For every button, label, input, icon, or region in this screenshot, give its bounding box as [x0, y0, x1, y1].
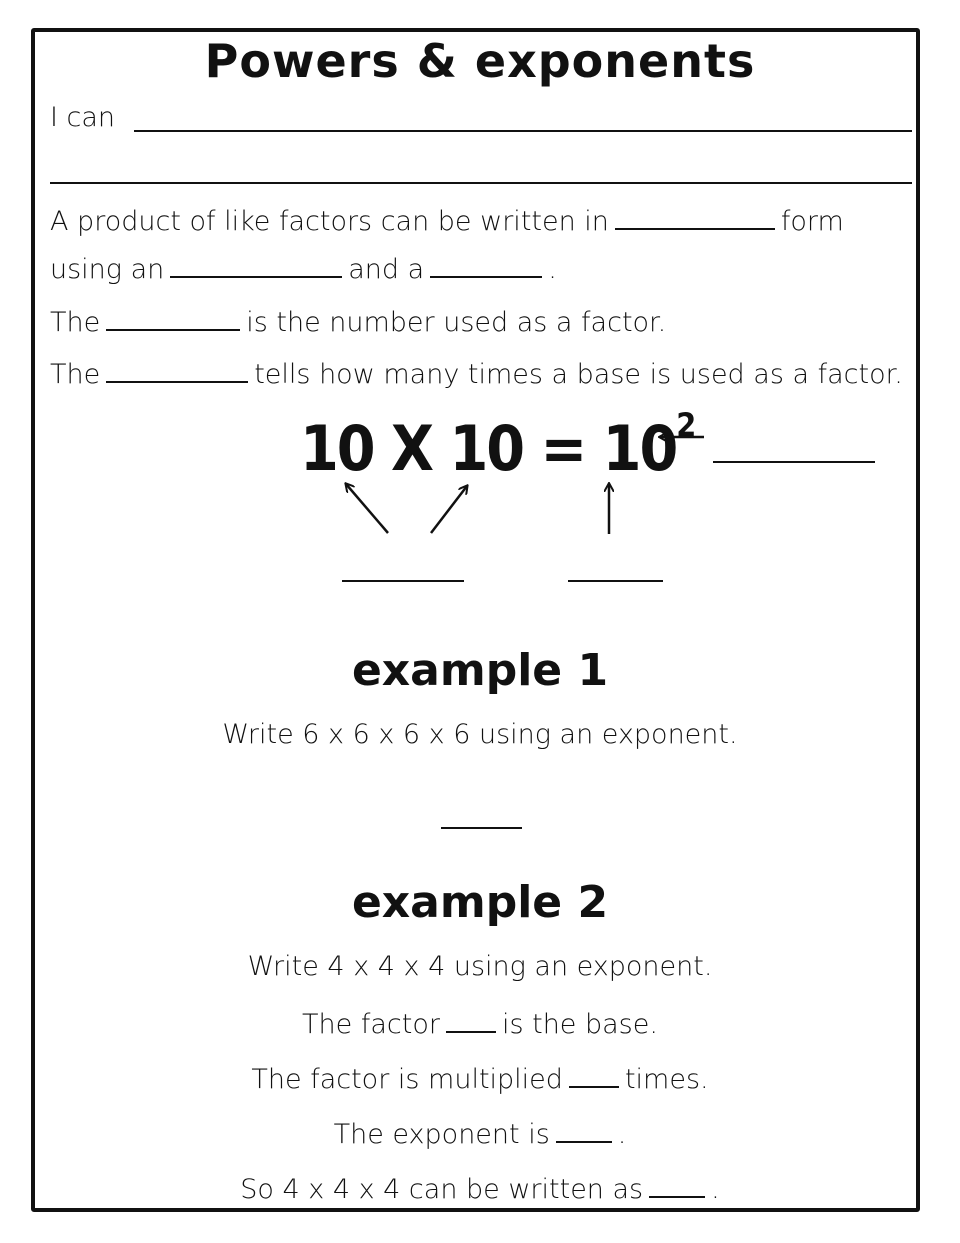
example-2-question-3 [0, 1119, 960, 1150]
example-2-heading: example 2 [351, 877, 609, 928]
example-1-prompt: Write 6 x 6 x 6 x 6 using an exponent. [222, 719, 738, 750]
question-text: . [617, 1119, 627, 1150]
arrow-icon [346, 484, 388, 533]
example-2-prompt: Write 4 x 4 x 4 using an exponent. [247, 951, 713, 982]
intro-text: using an [50, 254, 165, 285]
intro-text: tells how many times a base is used as a factor. [254, 359, 903, 390]
written-as-answer-blank[interactable] [649, 1196, 705, 1198]
example-1-answer-blank[interactable] [441, 827, 522, 829]
exponent-answer-blank[interactable] [556, 1141, 612, 1143]
times-answer-blank[interactable] [569, 1086, 619, 1088]
equation-factor-1: 10 [300, 412, 374, 485]
example-2-question-4 [0, 1174, 960, 1205]
question-text: So 4 x 4 x 4 can be written as [240, 1174, 644, 1205]
intro-text: and a [348, 254, 425, 285]
equation-factor-2: 10 [449, 412, 524, 485]
intro-text: The [50, 307, 101, 338]
arrow-icon [431, 486, 467, 533]
question-text: The factor [302, 1009, 440, 1040]
intro-text: form [780, 206, 844, 237]
i-can-label: I can [50, 102, 116, 133]
intro-text: . [548, 254, 557, 285]
question-text: The factor is multiplied [251, 1064, 563, 1095]
question-text: The exponent is [333, 1119, 550, 1150]
factors-label-blank[interactable] [342, 580, 464, 582]
question-text: times. [624, 1064, 709, 1095]
intro-text: is the number used as a factor. [246, 307, 667, 338]
question-text: . [711, 1174, 720, 1205]
page-title: Powers & exponents [204, 34, 756, 88]
equation-equals: = [540, 412, 586, 485]
base-label-blank[interactable] [568, 580, 663, 582]
equation-exponent: 2 [676, 406, 695, 444]
equation-times: X [391, 412, 433, 485]
intro-text: The [50, 359, 101, 390]
example-2-question-1 [0, 1009, 960, 1040]
example-1-heading: example 1 [351, 645, 609, 696]
exponent-label-blank[interactable] [713, 461, 875, 463]
question-text: is the base. [501, 1009, 658, 1040]
example-2-question-2 [0, 1064, 960, 1095]
intro-text: A product of like factors can be written in [50, 206, 609, 237]
equation-arrows [0, 0, 960, 620]
equation-base: 10 [602, 412, 677, 485]
base-answer-blank[interactable] [446, 1031, 496, 1033]
